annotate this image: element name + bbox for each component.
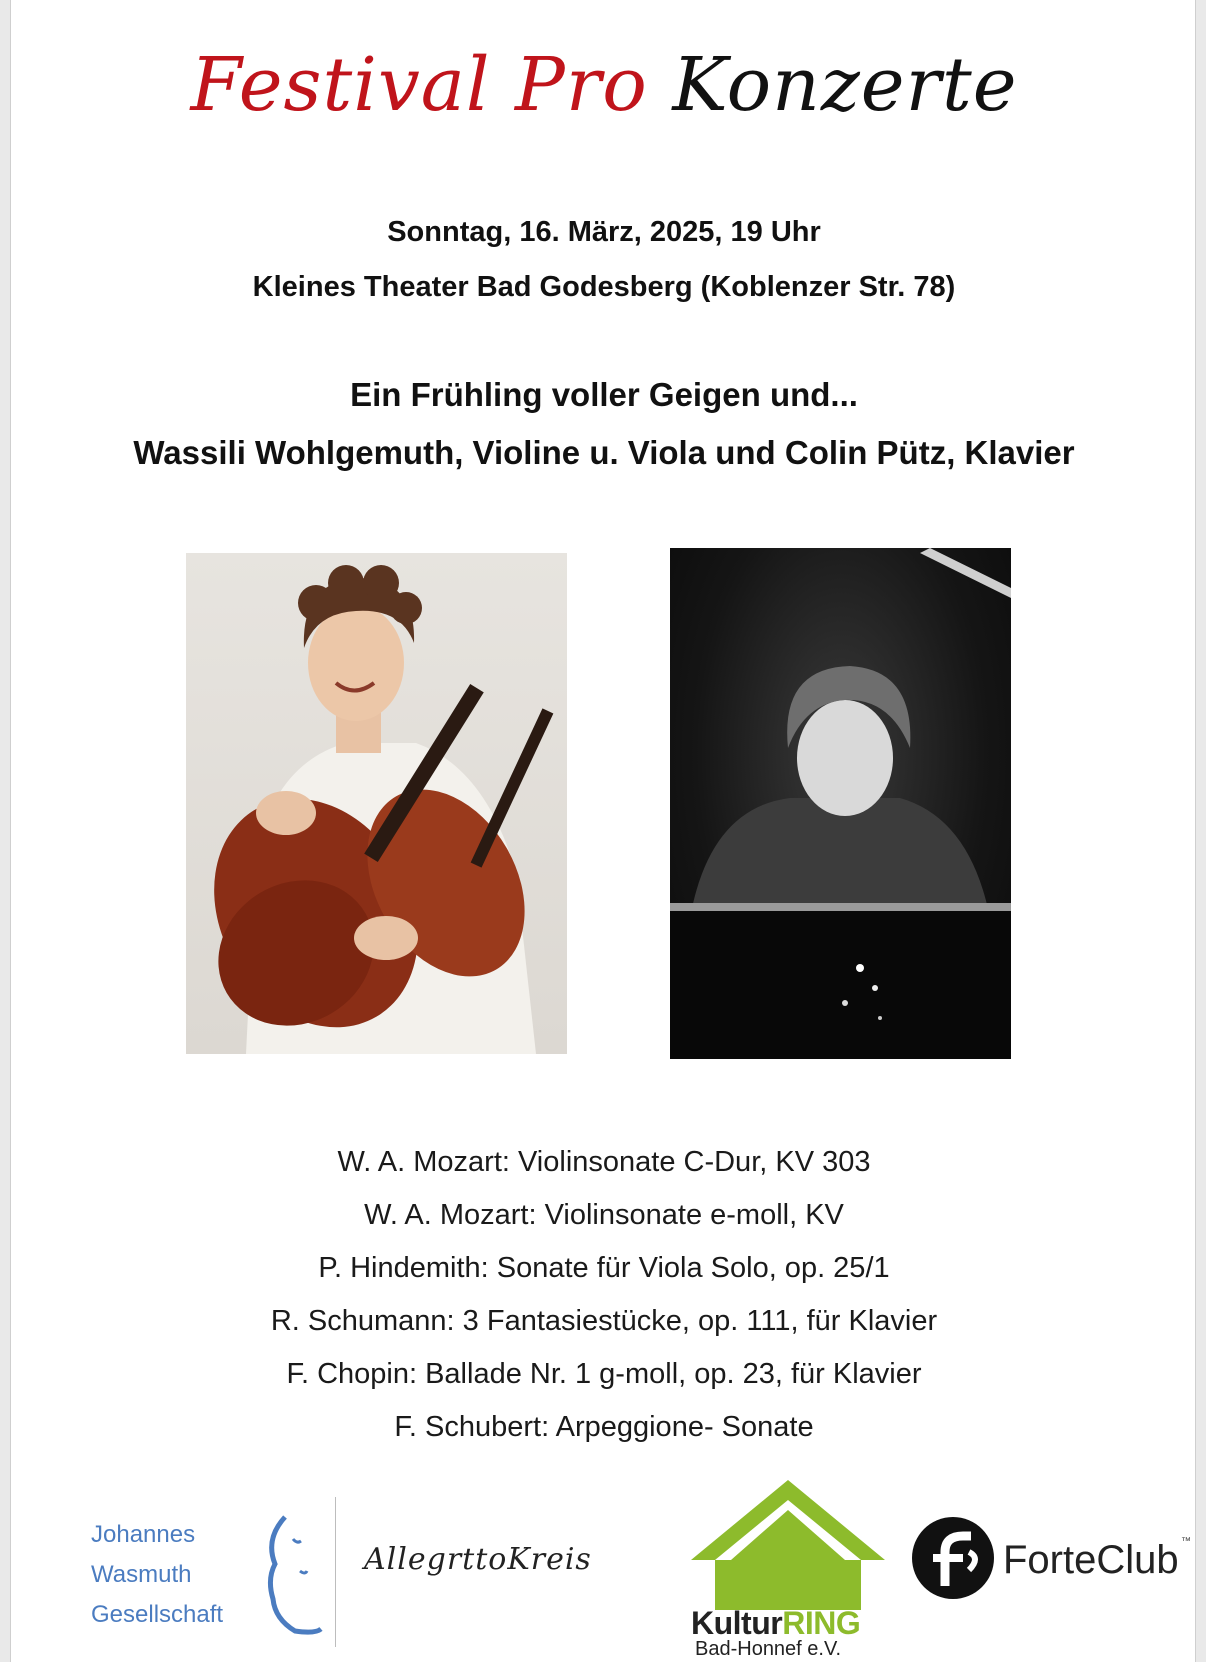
program-item: F. Chopin: Ballade Nr. 1 g-moll, op. 23, für Klavier bbox=[286, 1358, 922, 1390]
program-item: F. Schubert: Arpeggione- Sonate bbox=[394, 1411, 814, 1443]
title-part-konzerte: Konzerte bbox=[672, 42, 1018, 128]
house-icon bbox=[691, 1480, 885, 1610]
face-profile-icon bbox=[245, 1509, 329, 1639]
performers-line: Wassili Wohlgemuth, Violine u. Viola und Colin Pütz, Klavier bbox=[133, 434, 1075, 471]
kulturring-name bbox=[691, 1606, 885, 1640]
jwg-line-3: Gesellschaft bbox=[91, 1601, 224, 1628]
kulturring-subtitle: Bad-Honnef e.V. bbox=[695, 1638, 842, 1660]
program-item: W. A. Mozart: Violinsonate e-moll, KV bbox=[364, 1199, 844, 1231]
event-date: Sonntag, 16. März, 2025, 19 Uhr bbox=[387, 216, 821, 248]
program-item: P. Hindemith: Sonate für Viola Solo, op. 25/1 bbox=[318, 1252, 890, 1284]
jwg-line-1: Johannes bbox=[91, 1521, 196, 1548]
jwg-logo-text bbox=[91, 1515, 241, 1635]
concert-headline: Ein Frühling voller Geigen und... bbox=[350, 376, 858, 413]
kulturring-logo bbox=[691, 1480, 885, 1660]
festival-title bbox=[11, 42, 1197, 128]
program-item: R. Schumann: 3 Fantasiestücke, op. 111, für Klavier bbox=[270, 1305, 938, 1337]
program-item: W. A. Mozart: Violinsonate C-Dur, KV 303 bbox=[337, 1146, 871, 1178]
forteclub-name: ForteClub bbox=[1003, 1538, 1179, 1582]
title-part-festival-pro: Festival Pro bbox=[190, 42, 648, 128]
pianist-photo bbox=[670, 548, 1011, 1059]
kulturring-name-part1: Kultur bbox=[691, 1605, 783, 1641]
kulturring-name-part2: RING bbox=[782, 1605, 861, 1641]
johannes-wasmuth-logo bbox=[67, 1497, 336, 1647]
forte-f-icon bbox=[911, 1516, 995, 1600]
event-venue: Kleines Theater Bad Godesberg (Koblenzer Str. 78) bbox=[252, 271, 956, 303]
forteclub-logo bbox=[911, 1516, 1191, 1606]
forteclub-trademark: ™ bbox=[1181, 1536, 1191, 1547]
jwg-line-2: Wasmuth bbox=[91, 1561, 192, 1588]
poster-page bbox=[10, 0, 1196, 1662]
violinist-photo bbox=[186, 553, 567, 1054]
program-list bbox=[11, 1136, 1197, 1454]
allegretto-kreis-logo: AllegrttoKreis bbox=[364, 1542, 592, 1577]
